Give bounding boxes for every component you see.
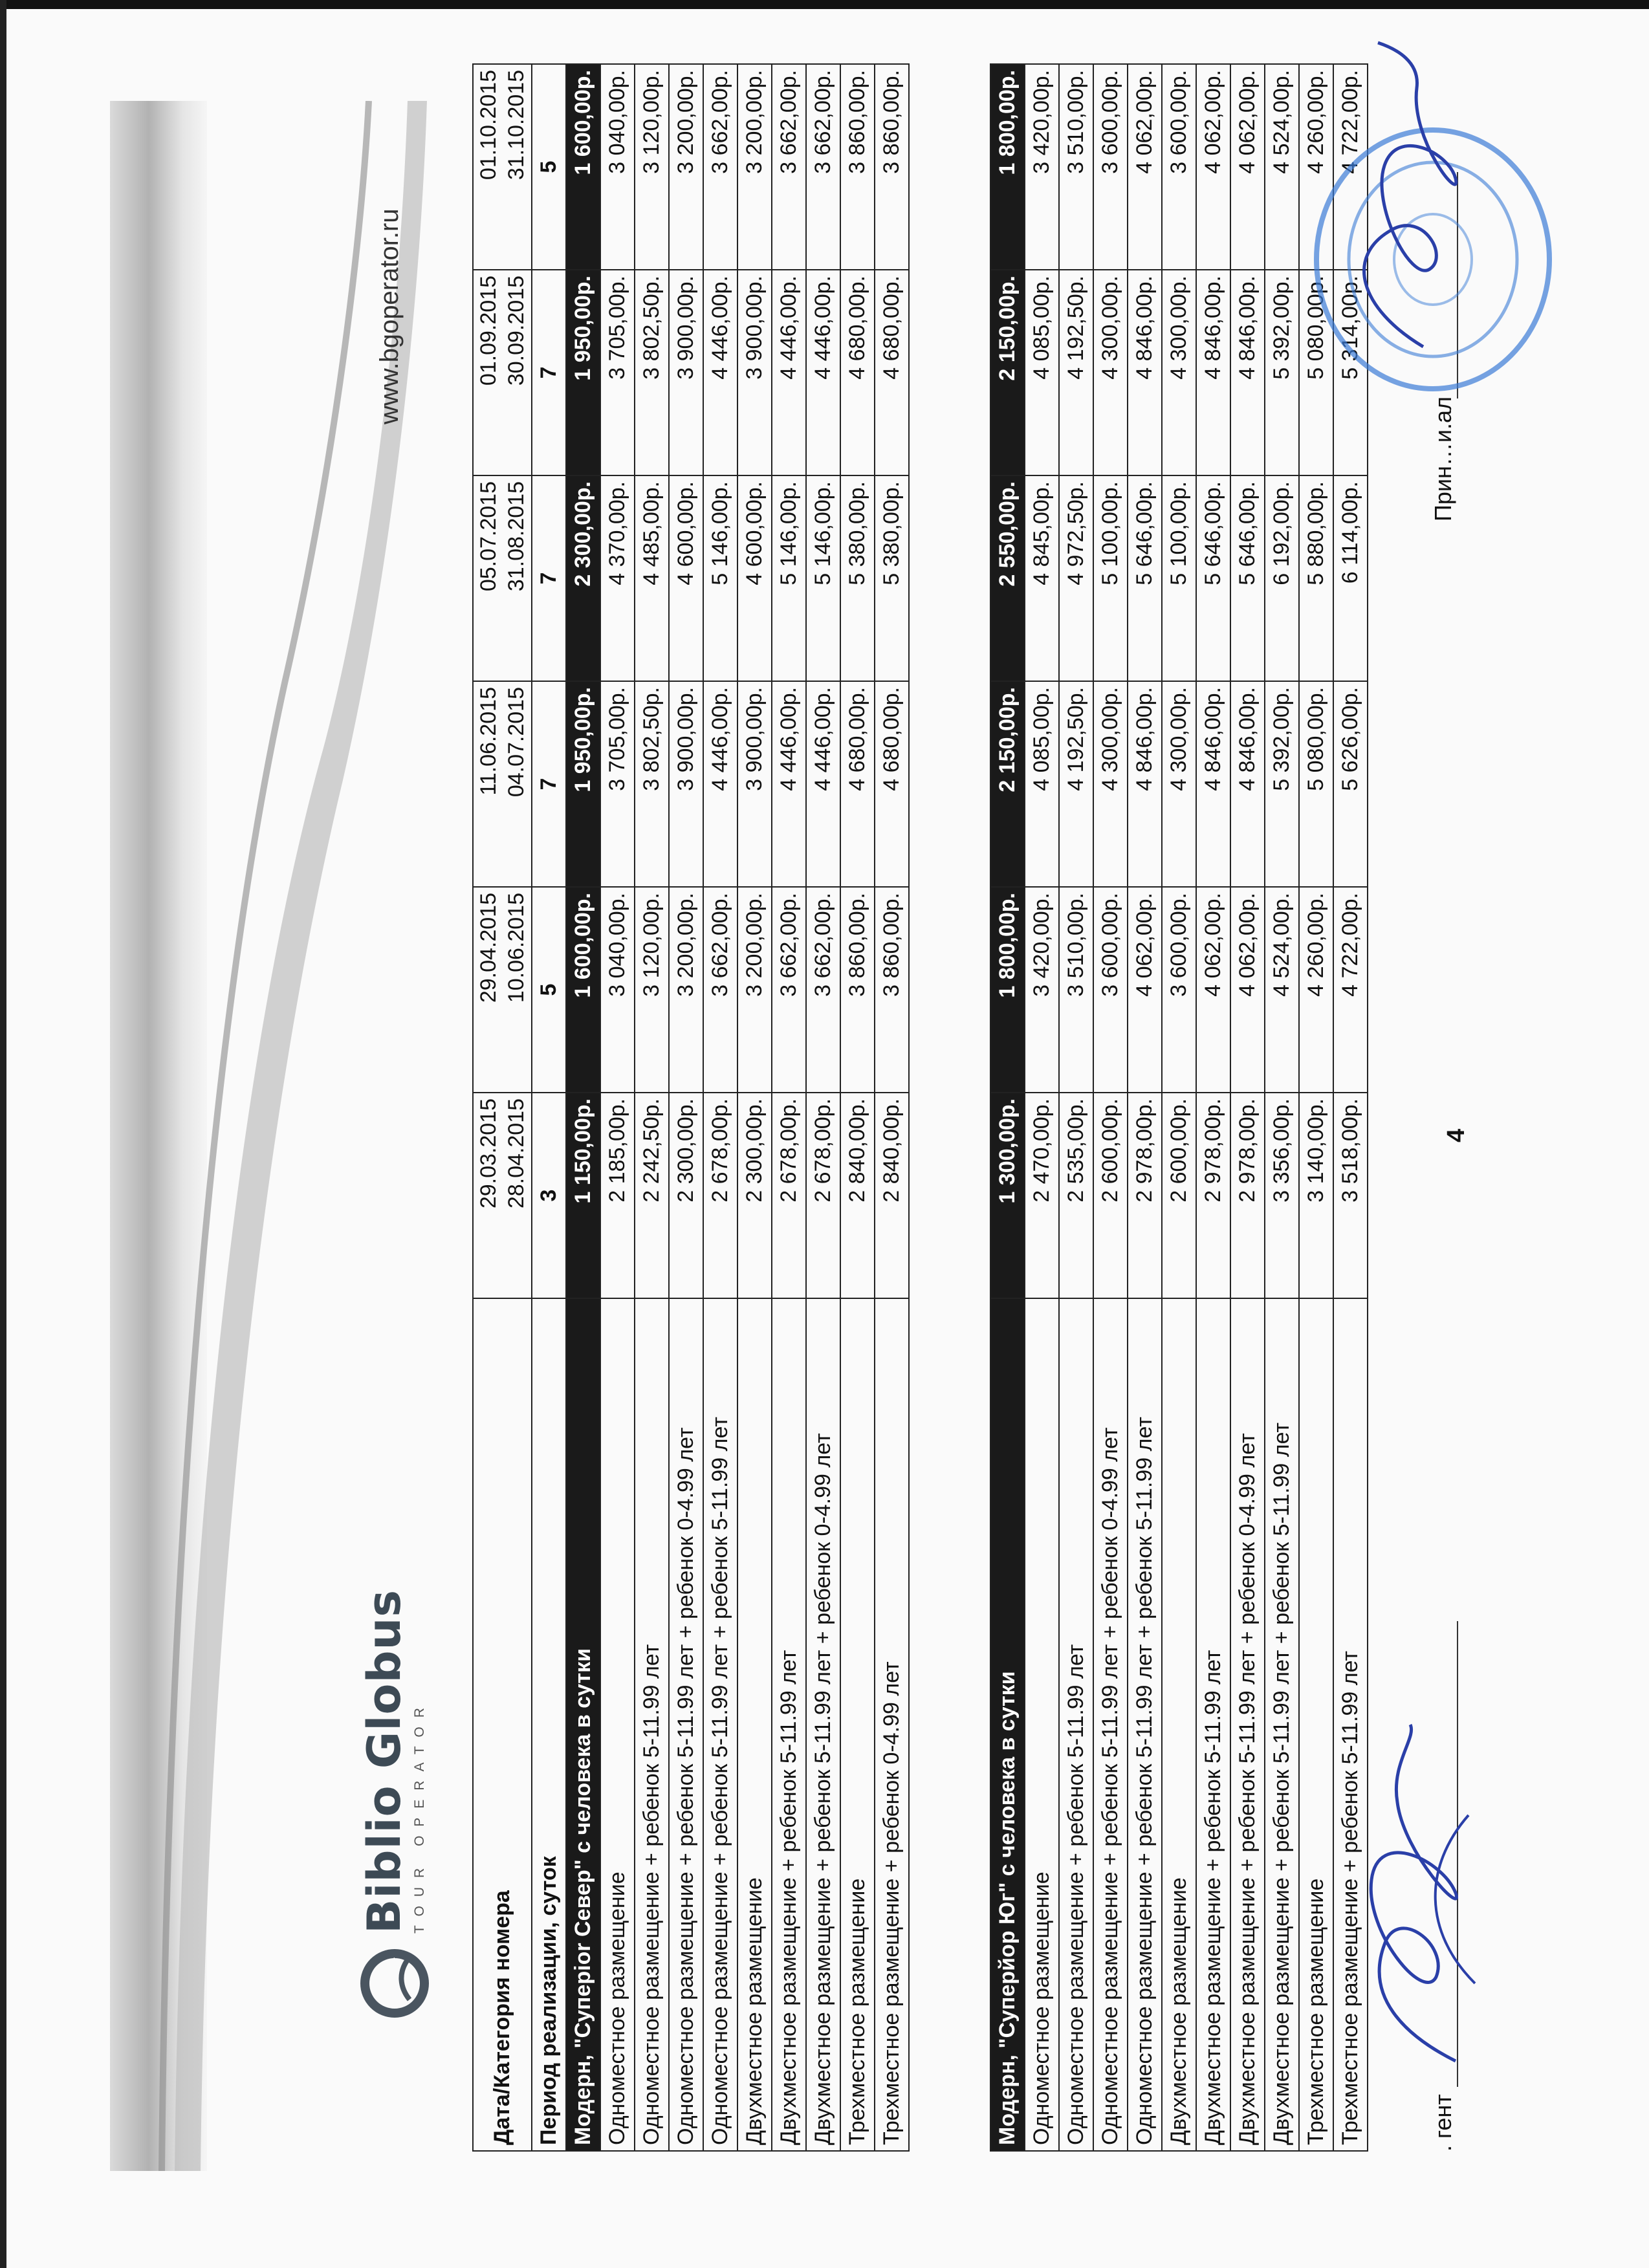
table-row xyxy=(703,64,737,2151)
price-cell: 4 722,00р. xyxy=(1333,887,1368,1093)
price-cell: 4 192,50р. xyxy=(1059,681,1093,887)
price-cell: 4 062,00р. xyxy=(1196,64,1230,270)
price-cell: 4 524,00р. xyxy=(1265,887,1299,1093)
price-cell: 2 840,00р. xyxy=(875,1093,909,1298)
price-cell: 4 446,00р. xyxy=(772,270,806,475)
price-cell: 3 662,00р. xyxy=(703,64,737,270)
price-cell: 3 420,00р. xyxy=(1025,64,1059,270)
cell: 7 xyxy=(532,681,566,887)
price-cell: 1 950,00р. xyxy=(566,681,600,887)
price-cell: 3 120,00р. xyxy=(635,64,669,270)
price-cell: 2 535,00р. xyxy=(1059,1093,1093,1298)
price-cell: 1 300,00р. xyxy=(990,1093,1025,1298)
price-cell: 2 678,00р. xyxy=(772,1093,806,1298)
price-cell: 3 860,00р. xyxy=(840,64,875,270)
price-cell: 4 846,00р. xyxy=(1230,270,1265,475)
price-cell: 4 446,00р. xyxy=(806,681,840,887)
price-cell: 3 705,00р. xyxy=(600,270,635,475)
price-cell: 3 600,00р. xyxy=(1093,64,1128,270)
price-cell: 3 600,00р. xyxy=(1162,64,1196,270)
price-cell: 5 392,00р. xyxy=(1265,681,1299,887)
table-row xyxy=(1093,64,1128,2151)
price-cell: 3 420,00р. xyxy=(1025,887,1059,1093)
table-row xyxy=(1059,64,1093,2151)
cell: 7 xyxy=(532,475,566,681)
price-cell: 3 900,00р. xyxy=(669,270,703,475)
price-cell: 4 680,00р. xyxy=(840,681,875,887)
table-row xyxy=(1265,64,1299,2151)
period-cell: 01.10.2015 31.10.2015 xyxy=(473,64,532,270)
header-label: Дата/Категория номера xyxy=(473,1298,532,2151)
price-cell: 1 800,00р. xyxy=(990,64,1025,270)
price-cell: 4 680,00р. xyxy=(875,681,909,887)
price-cell: 4 085,00р. xyxy=(1025,270,1059,475)
brand-logo xyxy=(359,1589,430,2019)
price-cell: 5 080,00р. xyxy=(1299,270,1333,475)
price-cell: 4 972,50р. xyxy=(1059,475,1093,681)
table-row xyxy=(600,64,635,2151)
price-cell: 5 380,00р. xyxy=(875,475,909,681)
price-cell: 3 662,00р. xyxy=(806,887,840,1093)
price-cell: 5 314,00р. xyxy=(1333,270,1368,475)
price-cell: 3 356,00р. xyxy=(1265,1093,1299,1298)
price-cell: 3 600,00р. xyxy=(1093,887,1128,1093)
price-cell: 3 120,00р. xyxy=(635,887,669,1093)
price-cell: 5 646,00р. xyxy=(1230,475,1265,681)
price-cell: 4 062,00р. xyxy=(1128,887,1162,1093)
table-row xyxy=(737,64,772,2151)
price-cell: 4 680,00р. xyxy=(840,270,875,475)
row-label: Одноместное размещение xyxy=(1025,1298,1059,2151)
website-url: www.bgoperator.ru xyxy=(375,208,404,424)
row-label: Двухместное размещение + ребенок 5-11.99 лет + ребенок 0-4.99 лет xyxy=(1230,1298,1265,2151)
price-cell: 4 446,00р. xyxy=(703,270,737,475)
period-cell: 29.03.2015 28.04.2015 xyxy=(473,1093,532,1298)
principal-label: Прин…и.ал xyxy=(1430,396,1456,521)
price-cell: 6 114,00р. xyxy=(1333,475,1368,681)
price-cell: 3 860,00р. xyxy=(840,887,875,1093)
price-cell: 2 185,00р. xyxy=(600,1093,635,1298)
row-label: Одноместное размещение + ребенок 5-11.99 лет + ребенок 5-11.99 лет xyxy=(703,1298,737,2151)
row-label: Трехместное размещение xyxy=(1299,1298,1333,2151)
price-cell: 3 200,00р. xyxy=(737,64,772,270)
period-days-row xyxy=(532,64,566,2151)
price-cell: 5 100,00р. xyxy=(1162,475,1196,681)
price-cell: 4 846,00р. xyxy=(1230,681,1265,887)
table-row xyxy=(1162,64,1196,2151)
price-cell: 1 150,00р. xyxy=(566,1093,600,1298)
price-cell: 5 646,00р. xyxy=(1196,475,1230,681)
row-label: Двухместное размещение + ребенок 5-11.99 лет xyxy=(772,1298,806,2151)
price-cell: 5 880,00р. xyxy=(1299,475,1333,681)
price-cell: 5 380,00р. xyxy=(840,475,875,681)
price-cell: 4 446,00р. xyxy=(703,681,737,887)
table-row xyxy=(669,64,703,2151)
table-row xyxy=(1128,64,1162,2151)
row-label: Трехместное размещение + ребенок 5-11.99 лет xyxy=(1333,1298,1368,2151)
price-cell: 2 300,00р. xyxy=(566,475,600,681)
price-cell: 3 662,00р. xyxy=(772,887,806,1093)
row-label: Двухместное размещение xyxy=(737,1298,772,2151)
row-label: Трехместное размещение xyxy=(840,1298,875,2151)
price-cell: 3 510,00р. xyxy=(1059,64,1093,270)
price-cell: 2 840,00р. xyxy=(840,1093,875,1298)
price-cell: 6 192,00р. xyxy=(1265,475,1299,681)
period-cell: 29.04.2015 10.06.2015 xyxy=(473,887,532,1093)
price-cell: 2 978,00р. xyxy=(1230,1093,1265,1298)
price-cell: 2 300,00р. xyxy=(669,1093,703,1298)
price-cell: 4 845,00р. xyxy=(1025,475,1059,681)
price-cell: 3 802,50р. xyxy=(635,681,669,887)
price-cell: 4 260,00р. xyxy=(1299,64,1333,270)
price-cell: 5 146,00р. xyxy=(703,475,737,681)
table-row xyxy=(1025,64,1059,2151)
price-cell: 3 662,00р. xyxy=(806,64,840,270)
price-cell: 2 600,00р. xyxy=(1162,1093,1196,1298)
price-cell: 5 080,00р. xyxy=(1299,681,1333,887)
price-cell: 2 600,00р. xyxy=(1093,1093,1128,1298)
price-cell: 4 446,00р. xyxy=(772,681,806,887)
table-row xyxy=(875,64,909,2151)
price-cell: 5 146,00р. xyxy=(806,475,840,681)
row-label: Двухместное размещение xyxy=(1162,1298,1196,2151)
price-cell: 2 978,00р. xyxy=(1128,1093,1162,1298)
price-cell: 4 300,00р. xyxy=(1093,270,1128,475)
price-cell: 3 860,00р. xyxy=(875,64,909,270)
brand-name: Biblio Globus xyxy=(358,1589,411,1934)
period-cell: 05.07.2015 31.08.2015 xyxy=(473,475,532,681)
price-cell: 4 846,00р. xyxy=(1196,681,1230,887)
section-label: Модерн, "Суперior Север" с человека в сутки xyxy=(566,1298,600,2151)
price-cell: 1 950,00р. xyxy=(566,270,600,475)
table-body xyxy=(600,64,909,2151)
cell: 3 xyxy=(532,1093,566,1298)
price-cell: 4 370,00р. xyxy=(600,475,635,681)
price-cell: 4 300,00р. xyxy=(1162,681,1196,887)
table-row xyxy=(772,64,806,2151)
price-cell: 5 646,00р. xyxy=(1128,475,1162,681)
principal-signature xyxy=(1320,36,1488,360)
price-cell: 4 524,00р. xyxy=(1265,64,1299,270)
section-label: Модерн, "Суперйор Юг" с человека в сутки xyxy=(990,1298,1025,2151)
price-cell: 4 062,00р. xyxy=(1128,64,1162,270)
price-cell: 3 900,00р. xyxy=(737,681,772,887)
price-cell: 2 470,00р. xyxy=(1025,1093,1059,1298)
price-cell: 3 802,50р. xyxy=(635,270,669,475)
price-cell: 4 680,00р. xyxy=(875,270,909,475)
price-cell: 5 146,00р. xyxy=(772,475,806,681)
globe-logo-icon xyxy=(359,1948,430,2019)
price-cell: 3 040,00р. xyxy=(600,64,635,270)
price-cell: 3 200,00р. xyxy=(737,887,772,1093)
row-label: Одноместное размещение + ребенок 5-11.99 лет + ребенок 0-4.99 лет xyxy=(1093,1298,1128,2151)
row-label: Одноместное размещение xyxy=(600,1298,635,2151)
price-cell: 3 900,00р. xyxy=(737,270,772,475)
price-cell: 1 800,00р. xyxy=(990,887,1025,1093)
price-cell: 3 200,00р. xyxy=(669,64,703,270)
row-label: Одноместное размещение + ребенок 5-11.99 лет xyxy=(1059,1298,1093,2151)
agent-label: . гент xyxy=(1430,2094,1456,2152)
table-row xyxy=(635,64,669,2151)
price-cell: 4 192,50р. xyxy=(1059,270,1093,475)
price-cell: 3 518,00р. xyxy=(1333,1093,1368,1298)
price-cell: 2 978,00р. xyxy=(1196,1093,1230,1298)
price-cell: 4 846,00р. xyxy=(1128,681,1162,887)
row-label: Одноместное размещение + ребенок 5-11.99 лет + ребенок 0-4.99 лет xyxy=(669,1298,703,2151)
price-cell: 2 150,00р. xyxy=(990,681,1025,887)
price-cell: 5 392,00р. xyxy=(1265,270,1299,475)
price-cell: 4 846,00р. xyxy=(1196,270,1230,475)
section-row xyxy=(566,64,600,2151)
price-cell: 2 678,00р. xyxy=(806,1093,840,1298)
cell: 7 xyxy=(532,270,566,475)
price-cell: 2 150,00р. xyxy=(990,270,1025,475)
price-cell: 1 600,00р. xyxy=(566,887,600,1093)
price-cell: 3 662,00р. xyxy=(703,887,737,1093)
price-cell: 3 140,00р. xyxy=(1299,1093,1333,1298)
price-cell: 3 662,00р. xyxy=(772,64,806,270)
price-cell: 3 200,00р. xyxy=(669,887,703,1093)
row-label: Двухместное размещение + ребенок 5-11.99 лет + ребенок 0-4.99 лет xyxy=(806,1298,840,2151)
table-row xyxy=(1230,64,1265,2151)
agent-signature xyxy=(1326,1712,1494,2074)
price-cell: 3 705,00р. xyxy=(600,681,635,887)
table-row xyxy=(1196,64,1230,2151)
period-cell: 11.06.2015 04.07.2015 xyxy=(473,681,532,887)
row-label: Период реализации, суток xyxy=(532,1298,566,2151)
price-cell: 3 860,00р. xyxy=(875,887,909,1093)
price-cell: 4 722,00р. xyxy=(1333,64,1368,270)
table-row xyxy=(840,64,875,2151)
brand-subtitle: TOUR OPERATOR xyxy=(412,1699,427,1934)
price-cell: 5 626,00р. xyxy=(1333,681,1368,887)
price-cell: 3 040,00р. xyxy=(600,887,635,1093)
table-row xyxy=(806,64,840,2151)
price-cell: 5 100,00р. xyxy=(1093,475,1128,681)
price-cell: 4 062,00р. xyxy=(1196,887,1230,1093)
page-number: 4 xyxy=(1443,1128,1470,1142)
row-label: Двухместное размещение + ребенок 5-11.99 лет xyxy=(1196,1298,1230,2151)
price-cell: 4 600,00р. xyxy=(737,475,772,681)
price-cell: 2 300,00р. xyxy=(737,1093,772,1298)
row-label: Двухместное размещение + ребенок 5-11.99 лет + ребенок 5-11.99 лет xyxy=(1265,1298,1299,2151)
price-cell: 4 846,00р. xyxy=(1128,270,1162,475)
price-cell: 4 062,00р. xyxy=(1230,64,1265,270)
price-cell: 4 485,00р. xyxy=(635,475,669,681)
row-label: Одноместное размещение + ребенок 5-11.99 лет xyxy=(635,1298,669,2151)
price-cell: 1 600,00р. xyxy=(566,64,600,270)
price-cell: 2 550,00р. xyxy=(990,475,1025,681)
price-cell: 4 260,00р. xyxy=(1299,887,1333,1093)
price-cell: 2 678,00р. xyxy=(703,1093,737,1298)
row-label: Трехместное размещение + ребенок 0-4.99 лет xyxy=(875,1298,909,2151)
price-cell: 3 900,00р. xyxy=(669,681,703,887)
table-header-row xyxy=(473,64,532,2151)
price-cell: 4 600,00р. xyxy=(669,475,703,681)
period-cell: 01.09.2015 30.09.2015 xyxy=(473,270,532,475)
section-row xyxy=(990,64,1025,2151)
cell: 5 xyxy=(532,64,566,270)
price-cell: 4 300,00р. xyxy=(1093,681,1128,887)
price-cell: 3 600,00р. xyxy=(1162,887,1196,1093)
price-cell: 4 085,00р. xyxy=(1025,681,1059,887)
price-cell: 2 242,50р. xyxy=(635,1093,669,1298)
price-cell: 4 446,00р. xyxy=(806,270,840,475)
price-table-north xyxy=(472,63,910,2152)
price-cell: 4 300,00р. xyxy=(1162,270,1196,475)
price-cell: 3 510,00р. xyxy=(1059,887,1093,1093)
row-label: Одноместное размещение + ребенок 5-11.99 лет + ребенок 5-11.99 лет xyxy=(1128,1298,1162,2151)
price-cell: 4 062,00р. xyxy=(1230,887,1265,1093)
cell: 5 xyxy=(532,887,566,1093)
